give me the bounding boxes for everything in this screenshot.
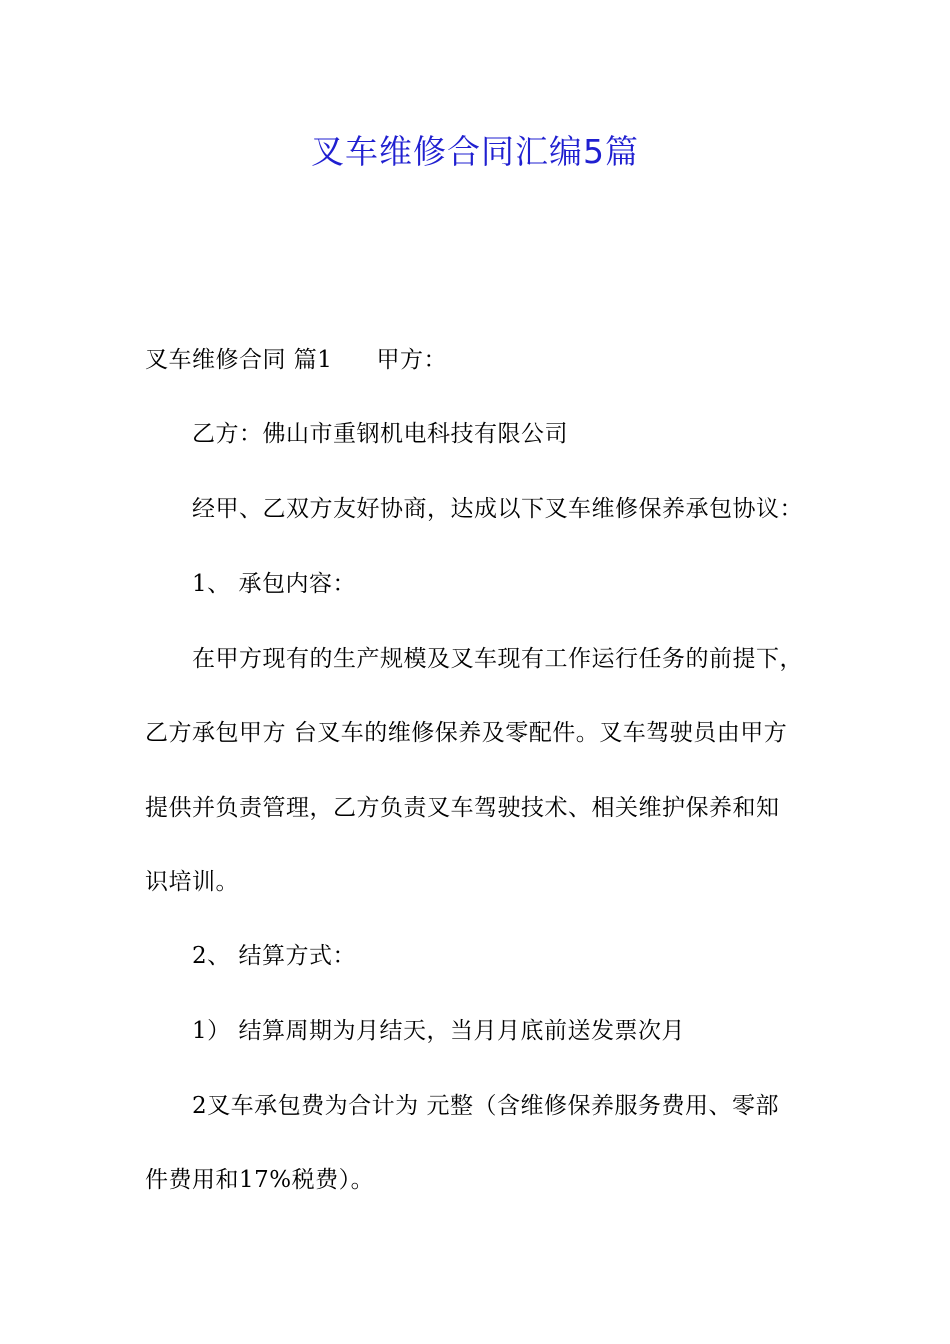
paragraph-line: 识培训。 xyxy=(145,869,239,895)
paragraph-line: 提供并负责管理，乙方负责叉车驾驶技术、相关维护保养和知 xyxy=(145,795,780,821)
section-1-heading: 1、 承包内容： xyxy=(192,571,356,597)
paragraph-line: 在甲方现有的生产规模及叉车现有工作运行任务的前提下， xyxy=(192,646,803,672)
document-title: 叉车维修合同汇编5篇 xyxy=(311,132,639,171)
section-2-heading: 2、 结算方式： xyxy=(192,943,356,969)
paragraph-line: 2叉车承包费为合计为 元整（含维修保养服务费用、零部 xyxy=(192,1093,779,1119)
party-b-line: 乙方：佛山市重钢机电科技有限公司 xyxy=(192,421,568,447)
paragraph-line: 件费用和17%税费）。 xyxy=(145,1167,375,1193)
party-a-label: 甲方： xyxy=(376,347,447,373)
contract-heading: 叉车维修合同 篇1 xyxy=(145,347,333,373)
paragraph-line: 乙方承包甲方 台叉车的维修保养及零配件。叉车驾驶员由甲方 xyxy=(145,720,788,746)
contract-heading-line xyxy=(145,344,447,376)
agreement-intro: 经甲、乙双方友好协商，达成以下叉车维修保养承包协议： xyxy=(192,496,803,522)
list-item: 1） 结算周期为月结天，当月月底前送发票次月 xyxy=(192,1018,685,1044)
